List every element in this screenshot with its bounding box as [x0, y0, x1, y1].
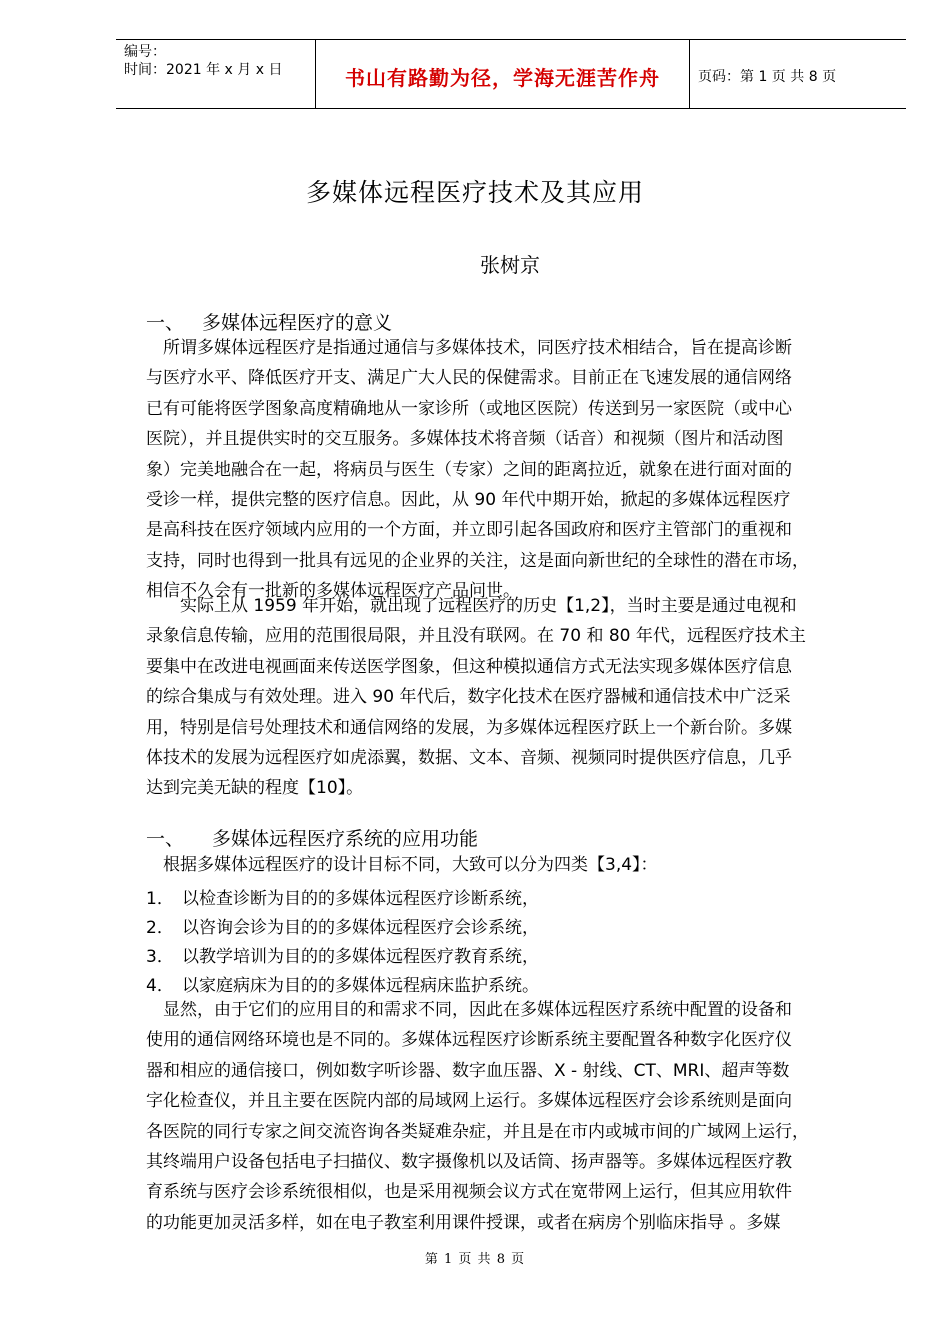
list-item-text: 以教学培训为目的的多媒体远程医疗教育系统，: [182, 947, 539, 967]
list-item: [146, 913, 539, 938]
text-line: 的综合集成与有效处理。进入 90 年代后，数字化技术在医疗器械和通信技术中广泛采: [146, 687, 791, 708]
text-line: 字化检查仪，并且主要在医院内部的局域网上运行。多媒体远程医疗会诊系统则是面向: [146, 1091, 792, 1112]
motto: 书山有路勤为径，学海无涯苦作舟: [345, 66, 660, 90]
text-line: 的功能更加灵活多样，如在电子教室利用课件授课，或者在病房个别临床指导 。多媒: [146, 1212, 781, 1233]
text-line: 体技术的发展为远程医疗如虎添翼，数据、文本、音频、视频同时提供医疗信息，几乎: [146, 747, 792, 768]
text-line: 器和相应的通信接口，例如数字听诊器、数字血压器、X - 射线、CT、MRI、超声等数: [146, 1060, 790, 1081]
text-line: 医院），并且提供实时的交互服务。多媒体技术将音频（话音）和视频（图片和活动图: [146, 429, 784, 450]
text-line: 已有可能将医学图象高度精确地从一家诊所（或地区医院）传送到另一家医院（或中心: [146, 398, 792, 419]
list-item-text: 以检查诊断为目的的多媒体远程医疗诊断系统，: [182, 889, 539, 909]
header-meta-cell: [116, 40, 316, 108]
list-item: [146, 971, 539, 996]
header-motto-cell: [316, 40, 690, 108]
text-line: 是高科技在医疗领域内应用的一个方面，并立即引起各国政府和医疗主管部门的重视和: [146, 520, 792, 541]
list-item-text: 以家庭病床为目的的多媒体远程病床监护系统。: [182, 976, 539, 996]
text-line: 其终端用户设备包括电子扫描仪、数字摄像机以及话筒、扬声器等。多媒体远程医疗教: [146, 1151, 792, 1172]
section2-paragraph: [146, 995, 886, 1238]
text-line: 实际上从 1959 年开始，就出现了远程医疗的历史【1,2】，当时主要是通过电视和: [146, 596, 797, 616]
section2-intro: [146, 850, 886, 880]
section1-title: 多媒体远程医疗的意义: [202, 312, 393, 334]
text-line: 显然，由于它们的应用目的和需求不同，因此在多媒体远程医疗系统中配置的设备和: [146, 1000, 792, 1020]
list-item-number: 1．: [146, 889, 174, 909]
section2-heading: [146, 824, 478, 851]
section1-number: 一、: [146, 312, 185, 334]
section1-paragraph2: [146, 591, 886, 804]
text-line: 象）完美地融合在一起，将病员与医生（专家）之间的距离拉近，就象在进行面对面的: [146, 459, 792, 480]
text-line: 支持，同时也得到一批具有远见的企业界的关注，这是面向新世纪的全球性的潜在市场，: [146, 550, 809, 571]
list-item-number: 4．: [146, 976, 174, 996]
text-line: 与医疗水平、降低医疗开支、满足广大人民的保健需求。目前正在飞速发展的通信网络: [146, 368, 792, 389]
text-line: 要集中在改进电视画面来传送医学图象，但这种模拟通信方式无法实现多媒体医疗信息: [146, 656, 792, 677]
page-footer: 第 1 页 共 8 页: [424, 1252, 526, 1267]
text-line: 录象信息传输，应用的范围很局限，并且没有联网。在 70 和 80 年代，远程医疗技术主: [146, 626, 806, 647]
header-page-cell: [690, 40, 906, 108]
text-line: 用，特别是信号处理技术和通信网络的发展，为多媒体远程医疗跃上一个新台阶。多媒: [146, 717, 792, 738]
time-label: 时间：2021 年 x 月 x 日: [124, 62, 283, 78]
text-line: 受诊一样，提供完整的医疗信息。因此，从 90 年代中期开始，掀起的多媒体远程医疗: [146, 489, 791, 510]
number-label: 编号：: [124, 44, 166, 60]
text-line: 所谓多媒体远程医疗是指通过通信与多媒体技术，同医疗技术相结合，旨在提高诊断: [146, 338, 792, 358]
page-header: [116, 39, 906, 109]
section2-title: 多媒体远程医疗系统的应用功能: [212, 828, 479, 850]
text-line: 达到完美无缺的程度【10】。: [146, 778, 364, 799]
text-line: 相信不久会有一批新的多媒体远程医疗产品问世。: [146, 581, 520, 602]
page-info: 页码：第 1 页 共 8 页: [698, 69, 837, 85]
text-line: 使用的通信网络环境也是不同的。多媒体远程医疗诊断系统主要配置各种数字化医疗仪: [146, 1030, 792, 1051]
section1-heading: [146, 308, 392, 335]
author: 张树京: [480, 253, 540, 277]
section2-number: 一、: [146, 828, 185, 850]
document-title: 多媒体远程医疗技术及其应用: [305, 178, 644, 207]
list-item: [146, 884, 539, 909]
section1-paragraph1: [146, 333, 886, 607]
list-item-number: 2．: [146, 918, 174, 938]
text-line: 各医院的同行专家之间交流咨询各类疑难杂症，并且是在市内或城市间的广域网上运行，: [146, 1121, 809, 1142]
list-item-number: 3．: [146, 947, 174, 967]
list-item-text: 以咨询会诊为目的的多媒体远程医疗会诊系统，: [182, 918, 539, 938]
text-line: 育系统与医疗会诊系统很相似，也是采用视频会议方式在宽带网上运行，但其应用软件: [146, 1182, 792, 1203]
list-item: [146, 942, 539, 967]
text-line: 根据多媒体远程医疗的设计目标不同，大致可以分为四类【3,4】：: [146, 855, 658, 875]
